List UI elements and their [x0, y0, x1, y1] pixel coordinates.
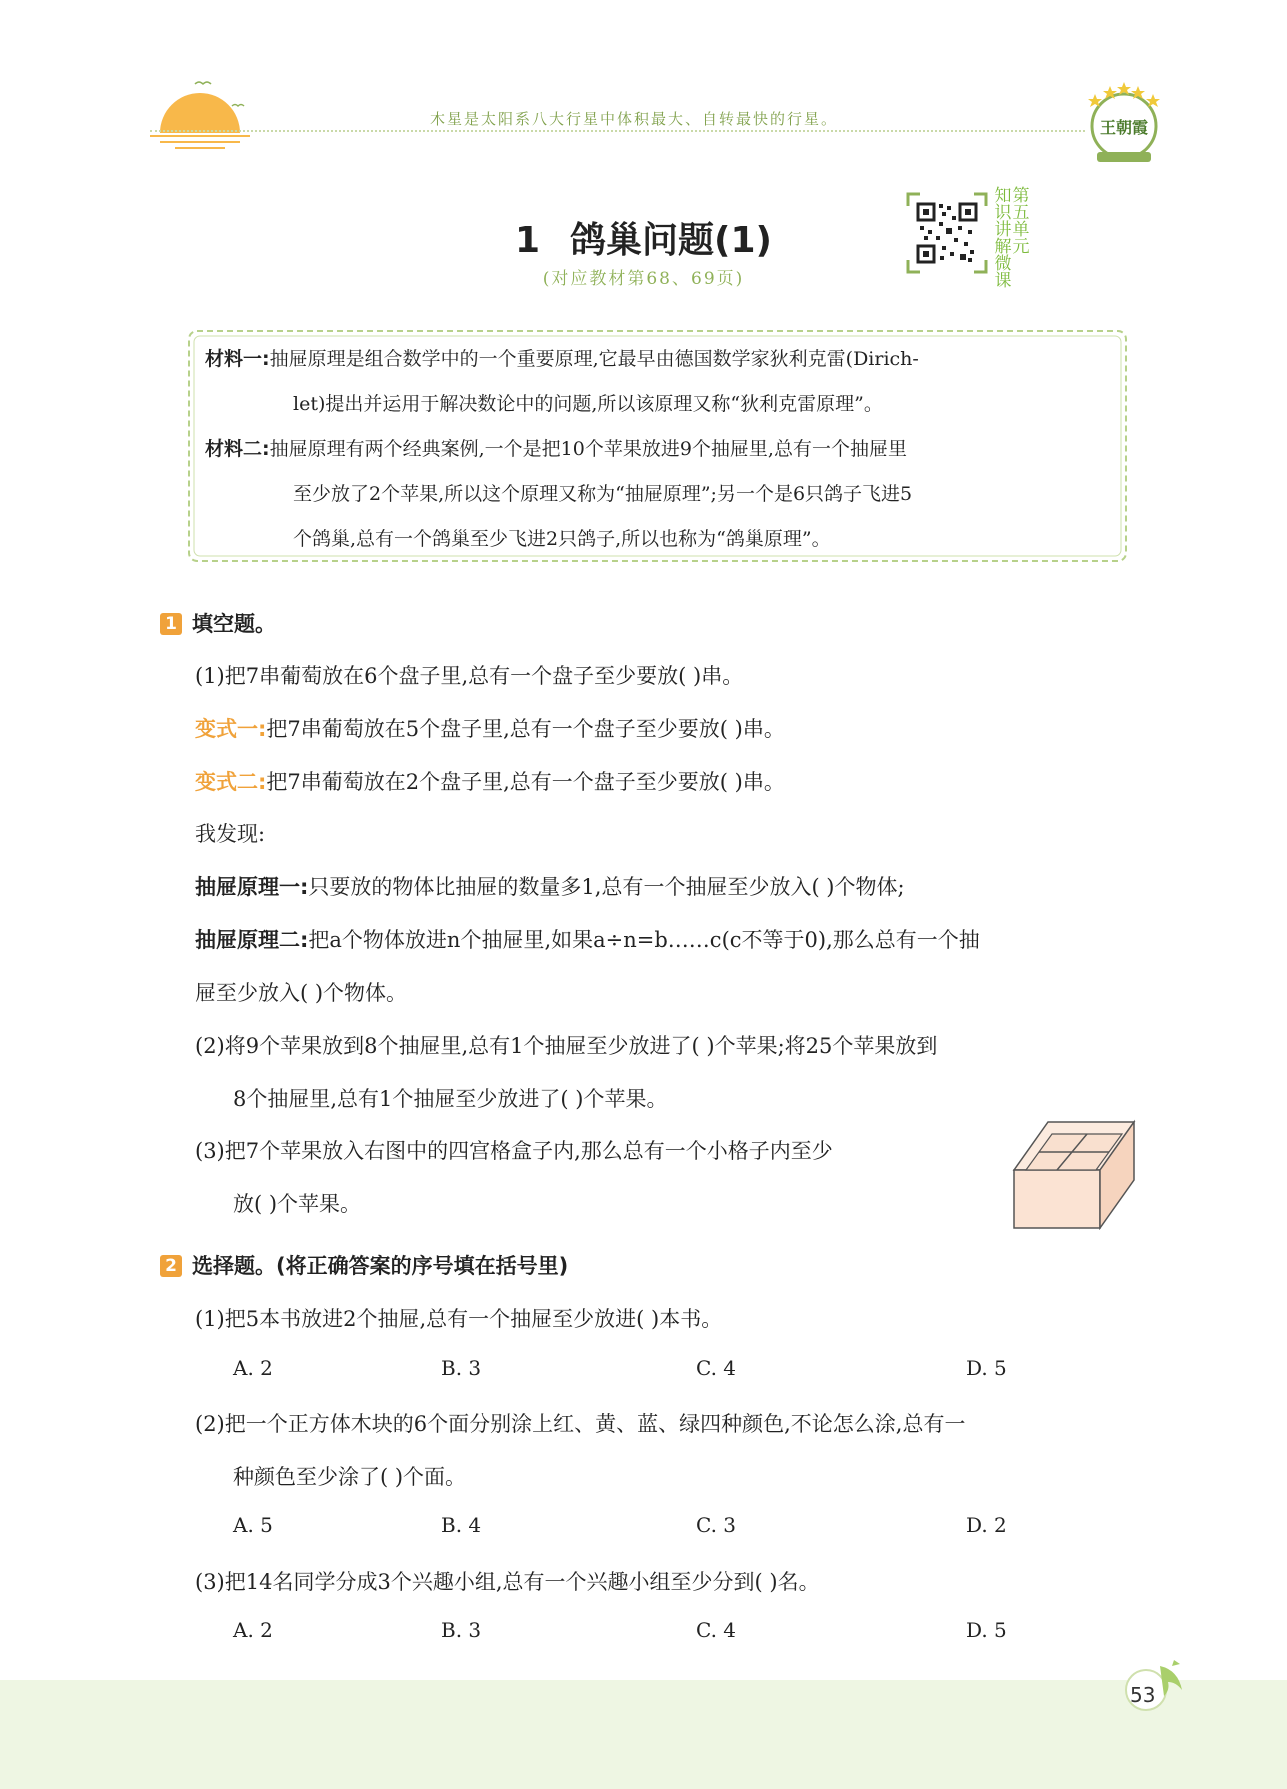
lesson-number: 1 — [514, 220, 541, 261]
s2-q1-option-d: D. 5 — [966, 1356, 1007, 1380]
qr-caption-col2: 第五单元 — [1012, 186, 1030, 257]
section1-title: 填空题。 — [192, 612, 276, 636]
principle1-text: 只要放的物体比抽屉的数量多1,总有一个抽屉至少放入( )个物体; — [308, 875, 905, 899]
brand-logo-icon — [1083, 78, 1165, 168]
s2-q3-option-c: C. 4 — [696, 1618, 737, 1642]
material2-line1: 抽屉原理有两个经典案例,一个是把10个苹果放进9个抽屉里,总有一个抽屉里 — [269, 438, 907, 460]
qr-caption — [994, 188, 1036, 290]
s2-q3-option-b: B. 3 — [441, 1618, 482, 1642]
s2-q2-option-a: A. 5 — [233, 1513, 273, 1537]
variant2-label: 变式二: — [195, 770, 267, 794]
s1-variant1 — [195, 713, 785, 743]
material2-line2: 至少放了2个苹果,所以这个原理又称为“抽屉原理”;另一个是6只鸽子飞进5 — [293, 483, 913, 505]
section1-badge: 1 — [160, 613, 182, 635]
s2-q2-line1: (2)把一个正方体木块的6个面分别涂上红、黄、蓝、绿四种颜色,不论怎么涂,总有一 — [195, 1412, 966, 1436]
variant2-text: 把7串葡萄放在2个盘子里,总有一个盘子至少要放( )串。 — [266, 770, 785, 794]
material2-line3: 个鸽巢,总有一个鸽巢至少飞进2只鸽子,所以也称为“鸽巢原理”。 — [293, 528, 831, 550]
material-box — [185, 327, 1130, 565]
section1-heading — [160, 608, 276, 638]
material1-label: 材料一: — [205, 348, 270, 370]
page-number: 53 — [1130, 1683, 1156, 1707]
header-tip: 木星是太阳系八大行星中体积最大、自转最快的行星。 — [430, 110, 839, 128]
principle2-label: 抽屉原理二: — [195, 928, 309, 952]
sunset-icon — [150, 78, 250, 153]
material1-line2: let)提出并运用于解决数论中的问题,所以该原理又称“狄利克雷原理”。 — [293, 393, 883, 415]
material1-line1: 抽屉原理是组合数学中的一个重要原理,它最早由德国数学家狄利克雷(Dirich- — [269, 348, 919, 370]
s1-q3-line2: 放( )个苹果。 — [233, 1192, 362, 1216]
s2-q1-option-b: B. 3 — [441, 1356, 482, 1380]
qr-code-icon[interactable] — [906, 192, 988, 274]
s1-discover: 我发现: — [195, 822, 266, 846]
s2-q2-option-b: B. 4 — [441, 1513, 482, 1537]
s1-q1: (1)把7串葡萄放在6个盘子里,总有一个盘子至少要放( )串。 — [195, 664, 744, 688]
principle2-text: 把a个物体放进n个抽屉里,如果a÷n=b……c(c不等于0),那么总有一个抽 — [308, 928, 980, 952]
principle1-label: 抽屉原理一: — [195, 875, 309, 899]
s1-variant2 — [195, 766, 785, 796]
four-grid-box-figure — [1012, 1118, 1137, 1230]
s2-q2-line2: 种颜色至少涂了( )个面。 — [233, 1465, 467, 1489]
s2-q3-option-d: D. 5 — [966, 1618, 1007, 1642]
section2-heading — [160, 1250, 568, 1280]
s2-q1-option-c: C. 4 — [696, 1356, 737, 1380]
svg-text:王朝霞: 王朝霞 — [1099, 118, 1149, 137]
s2-q3-option-a: A. 2 — [233, 1618, 273, 1642]
s1-q2-line1: (2)将9个苹果放到8个抽屉里,总有1个抽屉至少放进了( )个苹果;将25个苹果放到 — [195, 1034, 938, 1058]
footer-band — [0, 1680, 1287, 1789]
s1-principle2 — [195, 924, 980, 954]
s2-q1: (1)把5本书放进2个抽屉,总有一个抽屉至少放进( )本书。 — [195, 1307, 723, 1331]
section2-badge: 2 — [160, 1255, 182, 1277]
header-divider — [150, 130, 1085, 132]
s1-principle2-cont: 屉至少放入( )个物体。 — [195, 981, 408, 1005]
material2-label: 材料二: — [205, 438, 270, 460]
section2-title: 选择题。(将正确答案的序号填在括号里) — [192, 1254, 569, 1278]
variant1-text: 把7串葡萄放在5个盘子里,总有一个盘子至少要放( )串。 — [266, 717, 785, 741]
textbook-reference: (对应教材第68、69页) — [542, 269, 745, 289]
s2-q2-option-d: D. 2 — [966, 1513, 1007, 1537]
s2-q3: (3)把14名同学分成3个兴趣小组,总有一个兴趣小组至少分到( )名。 — [195, 1570, 820, 1594]
lesson-title: 鸽巢问题(1) — [570, 220, 773, 261]
variant1-label: 变式一: — [195, 717, 267, 741]
s1-q3-line1: (3)把7个苹果放入右图中的四宫格盒子内,那么总有一个小格子内至少 — [195, 1139, 833, 1163]
s1-principle1 — [195, 871, 905, 901]
page-title — [0, 212, 1287, 263]
qr-caption-col1: 知识讲解微课 — [994, 186, 1012, 291]
s2-q1-option-a: A. 2 — [233, 1356, 273, 1380]
s2-q2-option-c: C. 3 — [696, 1513, 737, 1537]
s1-q2-line2: 8个抽屉里,总有1个抽屉至少放进了( )个苹果。 — [233, 1087, 668, 1111]
